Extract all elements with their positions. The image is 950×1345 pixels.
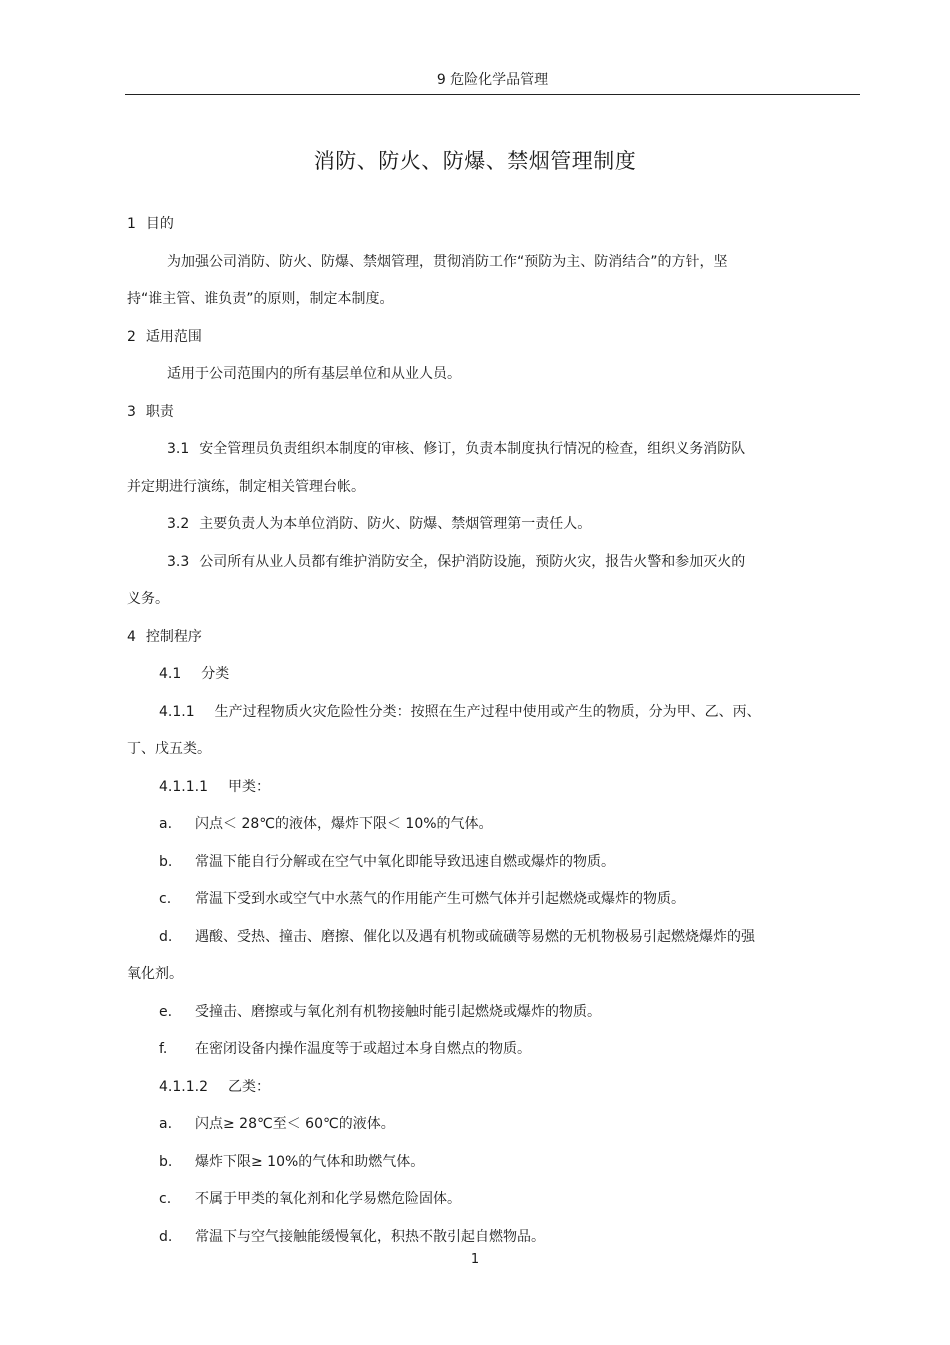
document-body [127,206,797,1256]
section-heading [127,319,797,357]
list-item-letter: a. [159,816,173,832]
paragraph-continuation: 丁、戊五类。 [127,741,211,757]
section-number: 1 [127,216,136,232]
clause-text: 公司所有从业人员都有维护消防安全，保护消防设施，预防火灾，报告火警和参加灭火的 [199,553,746,570]
clause [127,506,797,544]
clause [127,431,797,469]
list-item-text: 闪点≥ 28℃至＜ 60℃的液体。 [195,1116,395,1132]
list-item-text: 氧化剂。 [127,966,183,982]
list-item-letter: c. [159,1191,172,1207]
clause-number: 4.1.1.1 [159,778,208,795]
paragraph: 为加强公司消防、防火、防爆、禁烟管理，贯彻消防工作“预防为主、防消结合”的方针，坚 [167,253,728,270]
clause-text: 分类 [201,666,230,682]
list-item [127,881,797,919]
clause-text: 生产过程物质火灾危险性分类：按照在生产过程中使用或产生的物质，分为甲、乙、丙、 [214,703,761,720]
section-title: 控制程序 [145,628,202,645]
list-item-text: 常温下受到水或空气中水蒸气的作用能产生可燃气体并引起燃烧或爆炸的物质。 [195,891,685,907]
clause-number: 3.1 [167,441,190,457]
section-title: 目的 [145,216,174,232]
page-number: 1 [470,1252,480,1267]
clause-text: 安全管理员负责组织本制度的审核、修订，负责本制度执行情况的检查，组织义务消防队 [199,441,746,457]
clause [127,544,797,582]
clause-text: 主要负责人为本单位消防、防火、防爆、禁烟管理第一责任人。 [199,516,592,532]
paragraph-continuation: 义务。 [127,591,169,607]
section-title: 适用范围 [145,328,202,345]
list-item-text: 爆炸下限≥ 10%的气体和助燃气体。 [195,1153,425,1170]
list-item [127,994,797,1032]
list-item-letter: b. [159,853,173,870]
paragraph-continuation: 并定期进行演练，制定相关管理台帐。 [127,478,365,495]
list-item [127,919,797,957]
list-item-letter: c. [159,891,172,907]
section-heading [127,394,797,432]
clause [127,656,797,694]
list-item-letter: f. [159,1041,168,1057]
page-header [125,70,860,95]
clause-number: 4.1 [159,666,182,682]
section-heading [127,619,797,657]
clause [127,1069,797,1107]
clause-number: 3.3 [167,553,190,570]
list-item-text: 常温下与空气接触能缓慢氧化，积热不散引起自燃物品。 [195,1228,545,1245]
paragraph-continuation: 持“谁主管、谁负责”的原则，制定本制度。 [127,291,394,307]
section-title: 职责 [145,403,174,420]
section-number: 2 [127,328,136,345]
list-item-text: 受撞击、磨擦或与氧化剂有机物接触时能引起燃烧或爆炸的物质。 [195,1003,601,1020]
yi-class-list [127,1106,797,1256]
list-item [127,1031,797,1069]
list-item [127,1181,797,1219]
list-item-letter: b. [159,1153,173,1170]
list-item-text: 不属于甲类的氧化剂和化学易燃危险固体。 [195,1191,461,1207]
section-number: 3 [127,403,136,420]
list-item [127,1106,797,1144]
clause-number: 4.1.1.2 [159,1078,208,1095]
section-heading [127,206,797,244]
clause-number: 4.1.1 [159,703,195,720]
clause [127,694,797,732]
clause-text: 乙类： [227,1078,270,1095]
paragraph: 适用于公司范围内的所有基层单位和从业人员。 [167,366,461,382]
list-item [127,806,797,844]
list-item-text: 闪点＜ 28℃的液体，爆炸下限＜ 10%的气体。 [195,816,493,832]
list-item-letter: e. [159,1003,173,1020]
header-text: 9 危险化学品管理 [436,72,549,88]
list-item-text: 遇酸、受热、撞击、磨擦、催化以及遇有机物或硫磺等易燃的无机物极易引起燃烧爆炸的强 [195,928,755,945]
list-item-letter: d. [159,1228,173,1245]
clause [127,769,797,807]
list-item [127,1144,797,1182]
list-item-text: 在密闭设备内操作温度等于或超过本身自燃点的物质。 [195,1041,531,1057]
list-item [127,1219,797,1257]
list-item-letter: a. [159,1116,173,1132]
list-item [127,844,797,882]
list-item [127,956,797,994]
document-title: 消防、防火、防爆、禁烟管理制度 [313,149,637,173]
clause-text: 甲类： [227,778,270,795]
jia-class-list [127,806,797,1069]
list-item-text: 常温下能自行分解或在空气中氧化即能导致迅速自燃或爆炸的物质。 [195,853,615,870]
section-number: 4 [127,628,136,645]
clause-number: 3.2 [167,516,190,532]
list-item-letter: d. [159,928,173,945]
